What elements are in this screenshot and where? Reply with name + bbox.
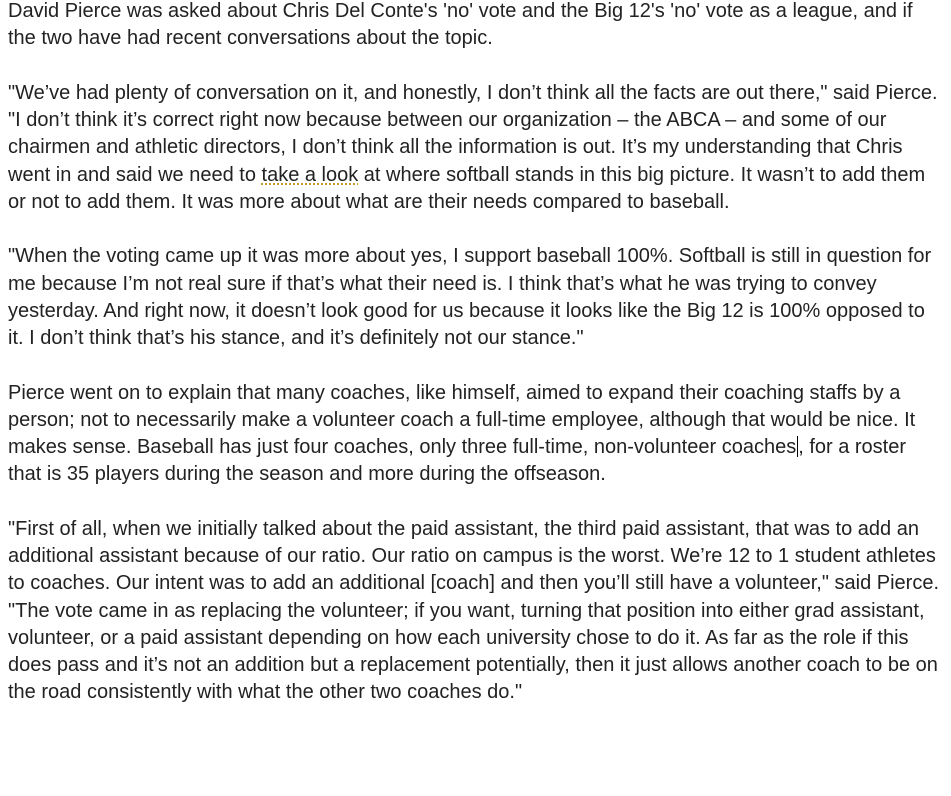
paragraph-4[interactable] xyxy=(8,380,943,489)
paragraph-5[interactable]: "First of all, when we initially talked about the paid assistant, the third paid assistant, that was to add an additional assistant because of our ratio. Our ratio on campus is the worst. We’re 12 to 1 student athletes to coaches. Our intent was to add an additional [coach] and then you’ll still have a volunteer," said Pierce. "The vote came in as replacing the volunteer; if you want, turning that position into either grad assistant, volunteer, or a paid assistant depending on how each university chose to do it. As far as the role if this does pass and it’s not an addition but a replacement potentially, then it just allows another coach to be on the road consistently with what the other two coaches do." xyxy=(8,518,939,704)
proofing-flagged-phrase[interactable]: take a look xyxy=(261,163,359,186)
paragraph-4-text-after: , for a roster that is 35 players during the season and more during the offseason. xyxy=(8,436,907,486)
paragraph-2[interactable] xyxy=(8,80,943,216)
paragraph-3[interactable]: "When the voting came up it was more about yes, I support baseball 100%. Softball is still in question for me because I’m not real sure if that’s what their need is. I think that’s what he was trying to convey yesterday. And right now, it doesn’t look good for us because it looks like the Big 12 is 100% opposed to it. I don’t think that’s his stance, and it’s definitely not our stance." xyxy=(8,245,932,350)
paragraph-2-text-before: "We’ve had plenty of conversation on it, and honestly, I don’t think all the facts are out there," said Pierce. "I don’t think it’s correct right now because between our organization – the ABCA – and some of our chairmen and athletic directors, I don’t think all the information is out. It’s my understanding that Chris went in and said we need to xyxy=(8,81,938,186)
paragraph-4-text-before: Pierce went on to explain that many coaches, like himself, aimed to expand their coaching staffs by a person; not to necessarily make a volunteer coach a full-time employee, although that would be nice. It makes sense. Baseball has just four coaches, only three full-time, non-volunteer coaches xyxy=(8,381,916,459)
paragraph-2-text-after: at where softball stands in this big picture. It wasn’t to add them or not to add them. It was more about what are their needs compared to baseball. xyxy=(8,163,926,213)
paragraph-1[interactable]: David Pierce was asked about Chris Del Conte's 'no' vote and the Big 12's 'no' vote as a league, and if the two have had recent conversations about the topic. xyxy=(8,0,913,50)
